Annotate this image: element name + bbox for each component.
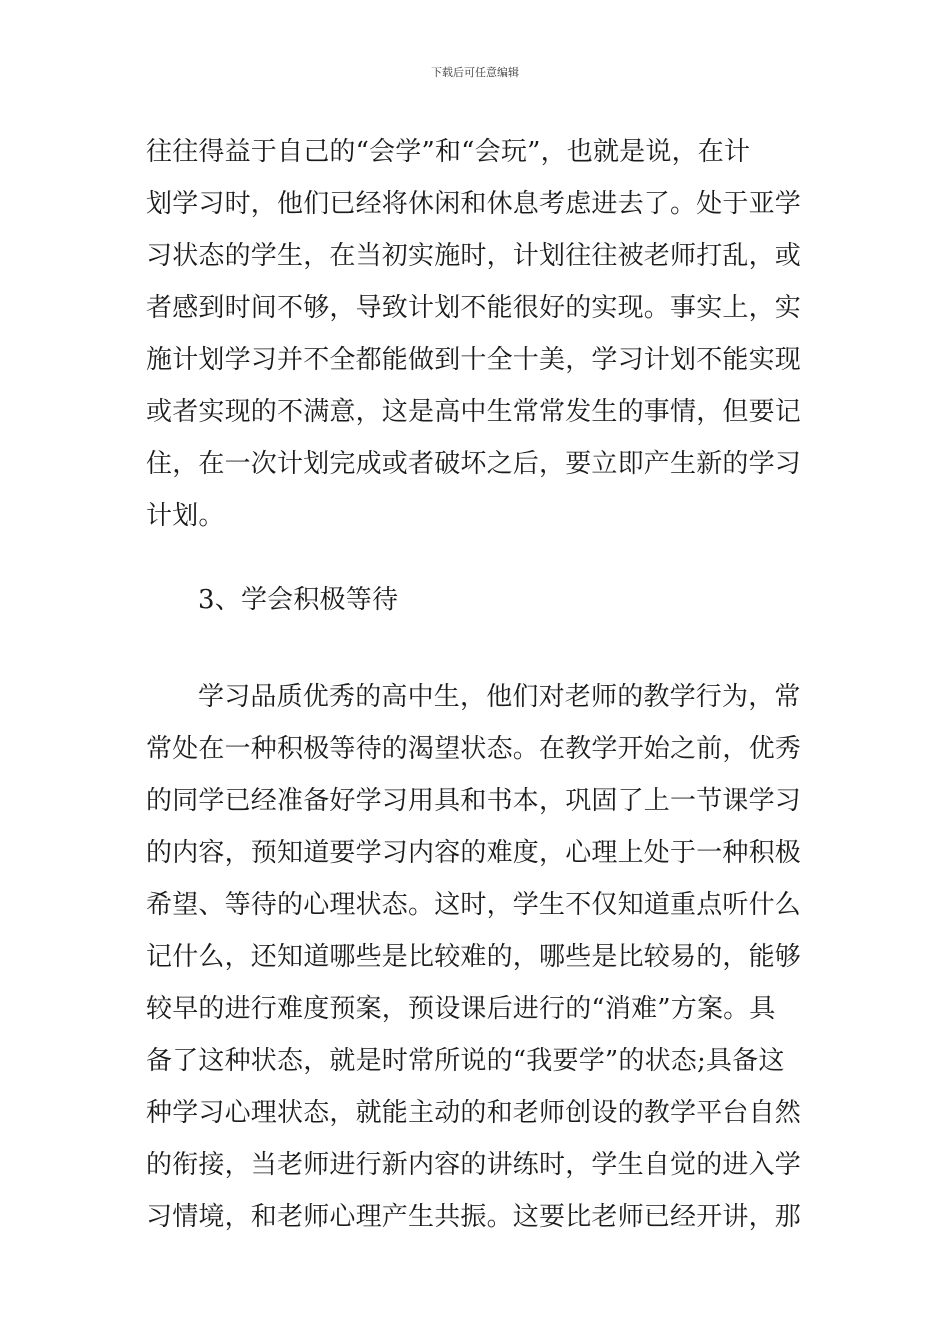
paragraph-line: 记什么，还知道哪些是比较难的，哪些是比较易的，能够 bbox=[146, 942, 802, 972]
section-heading-text: 3、学会积极等待 bbox=[198, 585, 399, 615]
paragraph-line: 计划。 bbox=[146, 501, 225, 531]
paragraph-line: 习状态的学生，在当初实施时，计划往往被老师打乱，或 bbox=[146, 241, 802, 271]
paragraph-line: 常处在一种积极等待的渴望状态。在教学开始之前，优秀 bbox=[146, 734, 802, 764]
paragraph-continued bbox=[146, 126, 806, 542]
paragraph-line: 者感到时间不够，导致计划不能很好的实现。事实上，实 bbox=[146, 293, 802, 323]
paragraph-line: 希望、等待的心理状态。这时，学生不仅知道重点听什么 bbox=[146, 890, 802, 920]
paragraph-line: 备了这种状态，就是时常所说的“我要学”的状态;具备这 bbox=[146, 1046, 785, 1076]
paragraph-line: 的衔接，当老师进行新内容的讲练时，学生自觉的进入学 bbox=[146, 1150, 802, 1180]
paragraph-line: 习情境，和老师心理产生共振。这要比老师已经开讲，那 bbox=[146, 1202, 802, 1232]
paragraph-line: 较早的进行难度预案，预设课后进行的“消难”方案。具 bbox=[146, 994, 776, 1024]
paragraph-line: 学习品质优秀的高中生，他们对老师的教学行为，常 bbox=[198, 682, 801, 712]
paragraph-line: 往往得益于自己的“会学”和“会玩”，也就是说，在计 bbox=[146, 137, 751, 167]
paragraph-line: 的同学已经准备好学习用具和书本，巩固了上一节课学习 bbox=[146, 786, 802, 816]
page-header: 下载后可任意编辑 bbox=[431, 66, 519, 79]
paragraph-line: 的内容，预知道要学习内容的难度，心理上处于一种积极 bbox=[146, 838, 802, 868]
section-heading bbox=[146, 574, 806, 626]
paragraph-line: 住，在一次计划完成或者破坏之后，要立即产生新的学习 bbox=[146, 449, 802, 479]
paragraph bbox=[146, 671, 806, 1243]
paragraph-line: 或者实现的不满意，这是高中生常常发生的事情，但要记 bbox=[146, 397, 802, 427]
paragraph-line: 种学习心理状态，就能主动的和老师创设的教学平台自然 bbox=[146, 1098, 802, 1128]
paragraph-line: 划学习时，他们已经将休闲和休息考虑进去了。处于亚学 bbox=[146, 189, 802, 219]
paragraph-line: 施计划学习并不全都能做到十全十美，学习计划不能实现 bbox=[146, 345, 802, 375]
